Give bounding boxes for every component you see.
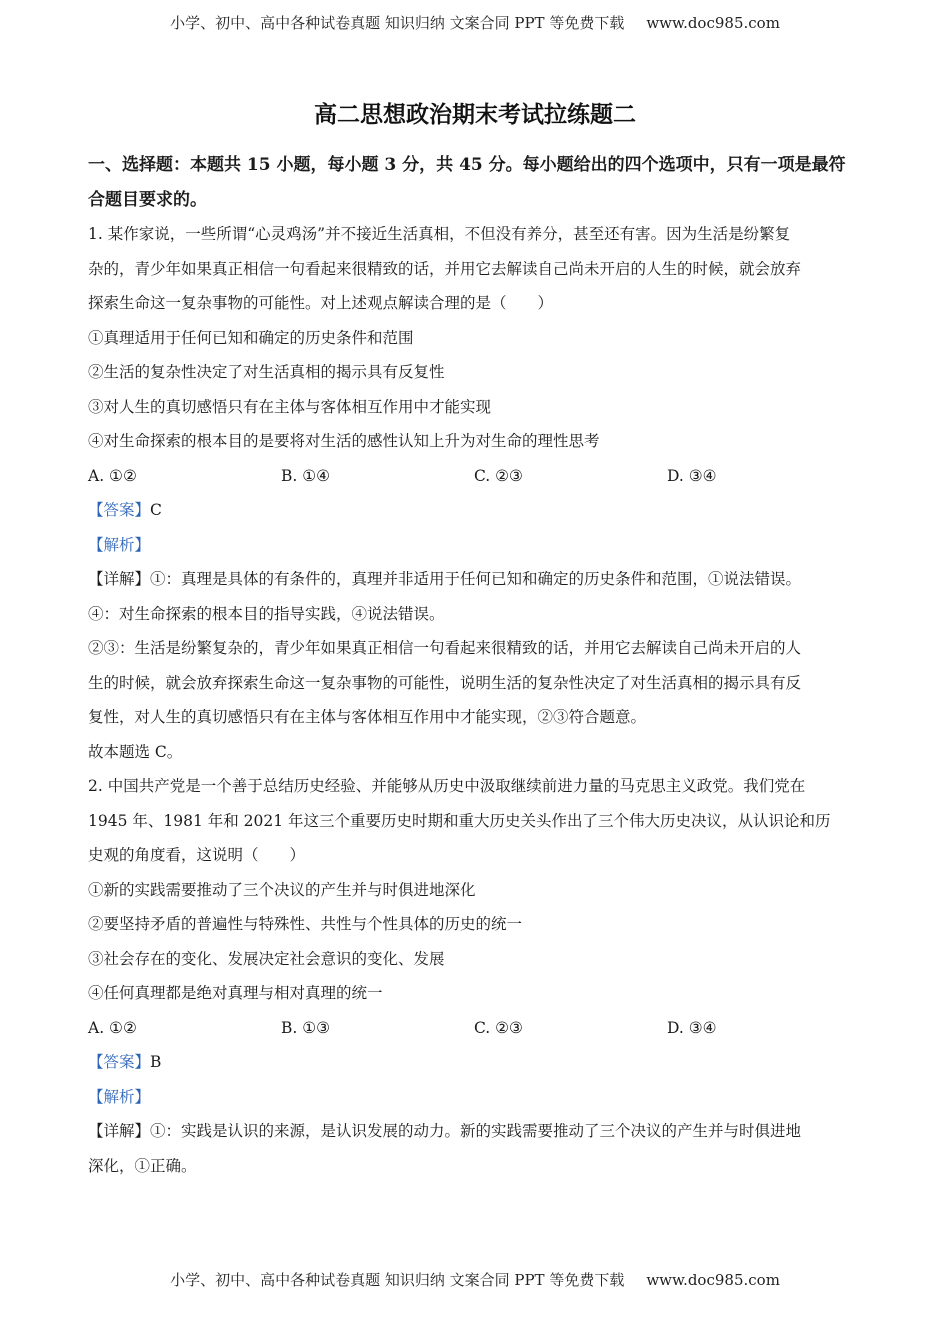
q2-stem-line: 史观的角度看，这说明（ ） bbox=[88, 846, 306, 864]
header-text: 小学、初中、高中各种试卷真题 知识归纳 文案合同 PPT 等免费下载 bbox=[170, 14, 625, 32]
q1-options bbox=[88, 459, 860, 494]
q1-answer bbox=[88, 493, 860, 528]
q2-option-a: A. ①② bbox=[88, 1018, 137, 1037]
q2-options bbox=[88, 1011, 860, 1046]
document-body bbox=[88, 148, 860, 1183]
q1-detail-line: 【详解】①：真理是具体的有条件的，真理并非适用于任何已知和确定的历史条件和范围，①说法错误。 bbox=[88, 570, 802, 588]
header-site-link[interactable]: www.doc985.com bbox=[646, 14, 780, 32]
page-footer bbox=[0, 1269, 950, 1290]
q1-option-a: A. ①② bbox=[88, 466, 137, 485]
q2-answer-value: B bbox=[150, 1053, 162, 1071]
q2-option-c: C. ②③ bbox=[474, 1018, 523, 1037]
q1-item: ②生活的复杂性决定了对生活真相的揭示具有反复性 bbox=[88, 363, 445, 381]
q1-jiexi-tag: 【解析】 bbox=[88, 535, 151, 554]
document-title: 高二思想政治期末考试拉练题二 bbox=[314, 101, 636, 128]
q2-detail-line: 【详解】①：实践是认识的来源，是认识发展的动力。新的实践需要推动了三个决议的产生并与时俱进地 bbox=[88, 1122, 802, 1140]
question-1 bbox=[88, 217, 860, 769]
q1-option-c: C. ②③ bbox=[474, 466, 523, 485]
q1-detail-line: 生的时候，就会放弃探索生命这一复杂事物的可能性，说明生活的复杂性决定了对生活真相的揭示具有反 bbox=[88, 673, 802, 692]
q1-item: ④对生命探索的根本目的是要将对生活的感性认知上升为对生命的理性思考 bbox=[88, 432, 600, 450]
question-2 bbox=[88, 769, 860, 1183]
footer-text: 小学、初中、高中各种试卷真题 知识归纳 文案合同 PPT 等免费下载 bbox=[170, 1271, 625, 1289]
q1-detail-line: ④：对生命探索的根本目的指导实践，④说法错误。 bbox=[88, 604, 445, 623]
q1-answer-tag: 【答案】 bbox=[88, 501, 151, 519]
page-header bbox=[0, 12, 950, 33]
q1-detail-line: 故本题选 C。 bbox=[88, 742, 183, 761]
q1-detail-line: 复性，对人生的真切感悟只有在主体与客体相互作用中才能实现，②③符合题意。 bbox=[88, 708, 647, 726]
q1-item: ①真理适用于任何已知和确定的历史条件和范围 bbox=[88, 328, 414, 347]
q2-stem-line: 1945 年、1981 年和 2021 年这三个重要历史时期和重大历史关头作出了三个伟大历史决议，从认识论和历 bbox=[88, 811, 831, 830]
q2-option-d: D. ③④ bbox=[667, 1018, 717, 1037]
footer-site-link[interactable]: www.doc985.com bbox=[646, 1271, 780, 1289]
q2-answer bbox=[88, 1045, 860, 1080]
q1-option-b: B. ①④ bbox=[281, 466, 331, 485]
q2-option-b: B. ①③ bbox=[281, 1018, 331, 1037]
q2-item: ①新的实践需要推动了三个决议的产生并与时俱进地深化 bbox=[88, 880, 476, 899]
q1-item: ③对人生的真切感悟只有在主体与客体相互作用中才能实现 bbox=[88, 397, 492, 416]
q1-detail-line: ②③：生活是纷繁复杂的，青少年如果真正相信一句看起来很精致的话，并用它去解读自己尚未开启的人 bbox=[88, 639, 802, 657]
q2-detail-line: 深化，①正确。 bbox=[88, 1156, 197, 1175]
q2-answer-tag: 【答案】 bbox=[88, 1053, 151, 1071]
q2-item: ④任何真理都是绝对真理与相对真理的统一 bbox=[88, 984, 383, 1002]
q2-jiexi-tag: 【解析】 bbox=[88, 1087, 151, 1106]
q1-stem-line: 1. 某作家说，一些所谓“心灵鸡汤”并不接近生活真相，不但没有养分，甚至还有害。因为生活是纷繁复 bbox=[88, 225, 791, 243]
q1-option-d: D. ③④ bbox=[667, 466, 717, 485]
q1-stem-line: 杂的，青少年如果真正相信一句看起来很精致的话，并用它去解读自己尚未开启的人生的时候，就会放弃 bbox=[88, 259, 802, 278]
q1-answer-value: C bbox=[150, 501, 162, 519]
q2-item: ②要坚持矛盾的普遍性与特殊性、共性与个性具体的历史的统一 bbox=[88, 915, 523, 933]
q2-stem-line: 2. 中国共产党是一个善于总结历史经验、并能够从历史中汲取继续前进力量的马克思主义政党。我们党在 bbox=[88, 777, 806, 795]
q1-stem-line: 探索生命这一复杂事物的可能性。对上述观点解读合理的是（ ） bbox=[88, 294, 554, 312]
section-heading: 一、选择题：本题共 15 小题，每小题 3 分，共 45 分。每小题给出的四个选项中，只有一项是最符合题目要求的。 bbox=[88, 155, 846, 210]
q2-item: ③社会存在的变化、发展决定社会意识的变化、发展 bbox=[88, 949, 445, 968]
